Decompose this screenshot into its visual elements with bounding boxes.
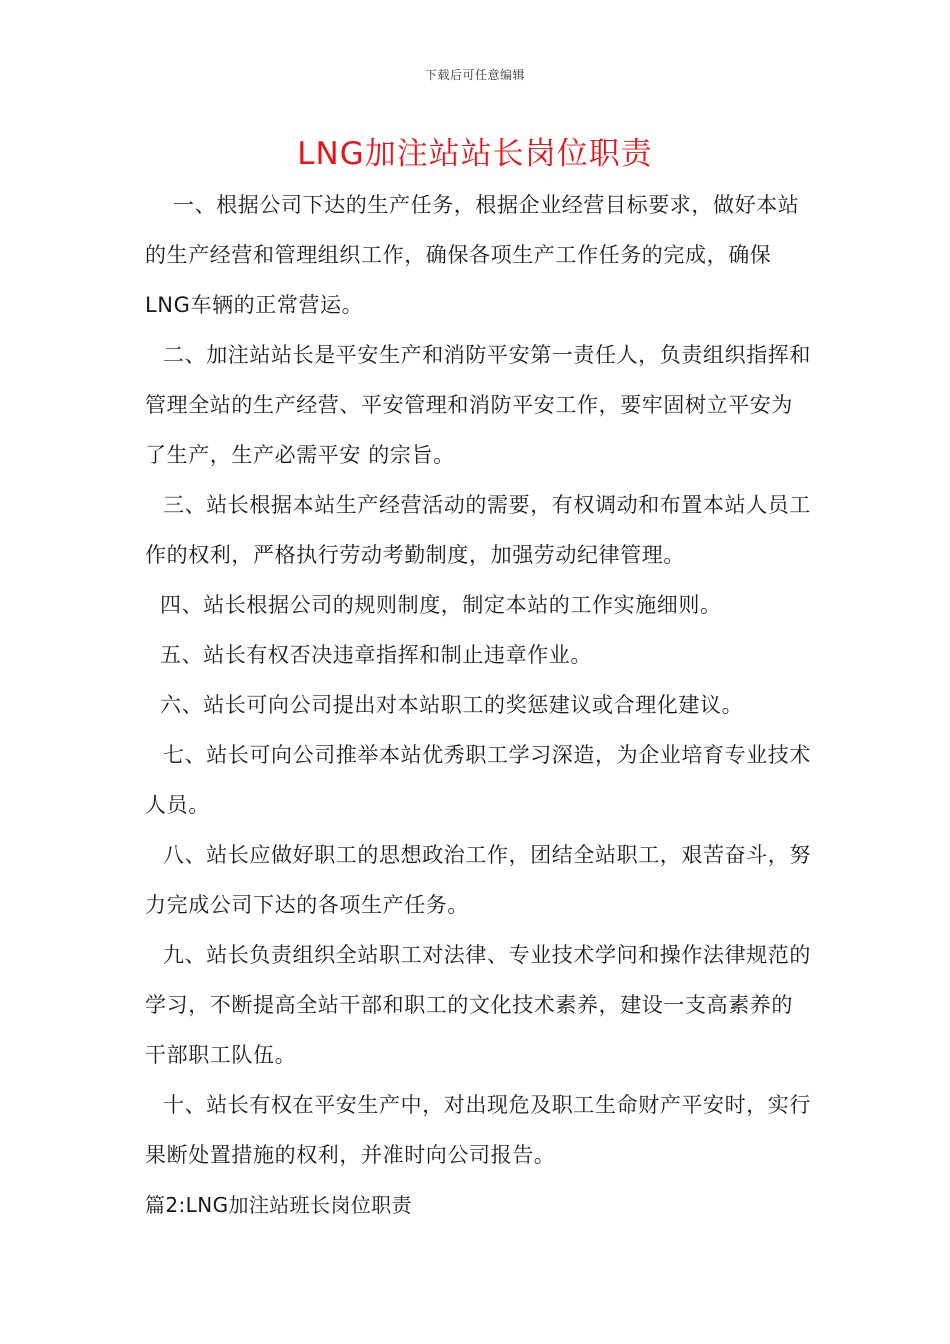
document-body <box>145 180 813 1230</box>
paragraph-9: 九、站长负责组织全站职工对法律、专业技术学问和操作法律规范的学习，不断提高全站干部和职工的文化技术素养，建设一支高素养的干部职工队伍。 <box>145 943 811 1067</box>
paragraph-1: 一、根据公司下达的生产任务，根据企业经营目标要求，做好本站的生产经营和管理组织工作，确保各项生产工作任务的完成，确保LNG车辆的正常营运。 <box>145 193 800 317</box>
document-title: LNG加注站站长岗位职责 <box>297 136 653 172</box>
paragraph-5: 五、站长有权否决违章指挥和制止违章作业。 <box>160 643 592 667</box>
paragraph-3: 三、站长根据本站生产经营活动的需要，有权调动和布置本站人员工作的权利，严格执行劳动考勤制度，加强劳动纪律管理。 <box>145 493 811 567</box>
section-heading: 篇2:LNG加注站班长岗位职责 <box>145 1193 413 1217</box>
paragraph-6: 六、站长可向公司提出对本站职工的奖惩建议或合理化建议。 <box>160 693 744 717</box>
paragraph-4: 四、站长根据公司的规则制度，制定本站的工作实施细则。 <box>160 593 722 617</box>
paragraph-10: 十、站长有权在平安生产中，对出现危及职工生命财产平安时，实行果断处置措施的权利，并准时向公司报告。 <box>145 1093 811 1167</box>
paragraph-7: 七、站长可向公司推举本站优秀职工学习深造，为企业培育专业技术人员。 <box>145 743 811 817</box>
paragraph-8: 八、站长应做好职工的思想政治工作，团结全站职工，艰苦奋斗，努力完成公司下达的各项生产任务。 <box>145 843 811 917</box>
paragraph-2: 二、加注站站长是平安生产和消防平安第一责任人，负责组织指挥和管理全站的生产经营、平安管理和消防平安工作，要牢固树立平安为了生产，生产必需平安 的宗旨。 <box>145 343 811 467</box>
header-note: 下载后可任意编辑 <box>424 68 525 82</box>
